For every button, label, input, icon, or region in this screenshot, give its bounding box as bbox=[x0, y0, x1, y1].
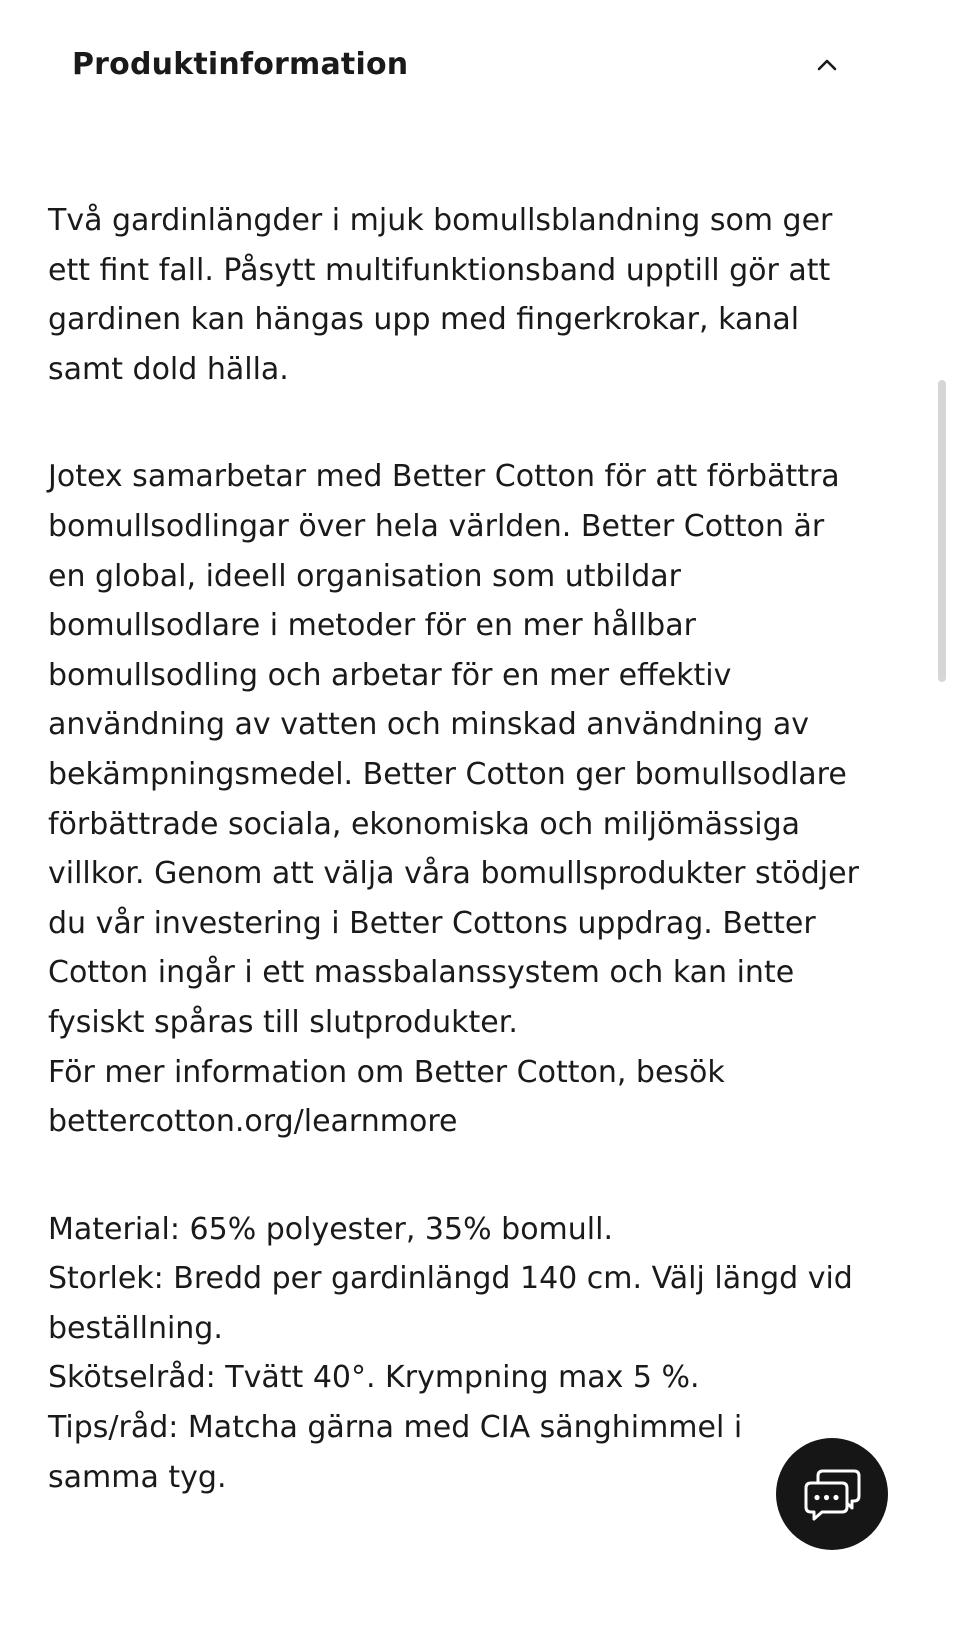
product-description bbox=[48, 196, 908, 1560]
text-line: fysiskt spåras till slutprodukter. bbox=[48, 1004, 518, 1040]
text-line: För mer information om Better Cotton, besök bbox=[48, 1054, 725, 1090]
text-line: förbättrade sociala, ekonomiska och miljömässiga bbox=[48, 806, 800, 842]
chevron-up-icon[interactable] bbox=[812, 50, 842, 80]
text-line: ett fint fall. Påsytt multifunktionsband upptill gör att bbox=[48, 252, 831, 288]
text-line: samt dold hälla. bbox=[48, 351, 289, 387]
tips-line: Tips/råd: Matcha gärna med CIA sänghimmel i bbox=[48, 1410, 743, 1446]
accordion-title: Produktinformation bbox=[72, 47, 409, 82]
specifications-paragraph bbox=[48, 1205, 908, 1503]
text-line: bomullsodling och arbetar för en mer effektiv bbox=[48, 657, 732, 693]
text-line: du vår investering i Better Cottons uppdrag. Better bbox=[48, 905, 816, 941]
text-line: en global, ideell organisation som utbildar bbox=[48, 558, 682, 594]
chat-bubbles-icon bbox=[802, 1466, 864, 1524]
chat-button[interactable] bbox=[776, 1438, 888, 1550]
text-line: bekämpningsmedel. Better Cotton ger bomullsodlare bbox=[48, 756, 847, 792]
care-line: Skötselråd: Tvätt 40°. Krympning max 5 %. bbox=[48, 1360, 700, 1396]
size-line-cont: beställning. bbox=[48, 1310, 223, 1346]
text-line: bomullsodlare i metoder för en mer hållbar bbox=[48, 608, 696, 644]
text-line: Cotton ingår i ett massbalanssystem och kan inte bbox=[48, 955, 795, 991]
text-line: Jotex samarbetar med Better Cotton för att förbättra bbox=[48, 459, 840, 495]
accordion-header[interactable] bbox=[0, 0, 960, 134]
text-line: villkor. Genom att välja våra bomullsprodukter stödjer bbox=[48, 856, 859, 892]
text-line: gardinen kan hängas upp med fingerkrokar, kanal bbox=[48, 302, 800, 338]
description-paragraph bbox=[48, 196, 908, 394]
text-line: Två gardinlängder i mjuk bomullsblandning som ger bbox=[48, 203, 833, 238]
text-line: användning av vatten och minskad användning av bbox=[48, 707, 809, 743]
sustainability-paragraph bbox=[48, 452, 908, 1146]
text-line: bomullsodlingar över hela världen. Better Cotton är bbox=[48, 508, 825, 544]
material-line: Material: 65% polyester, 35% bomull. bbox=[48, 1211, 613, 1247]
size-line: Storlek: Bredd per gardinlängd 140 cm. Välj längd vid bbox=[48, 1261, 853, 1297]
bettercotton-link: bettercotton.org/learnmore bbox=[48, 1104, 458, 1140]
tips-line-cont: samma tyg. bbox=[48, 1459, 227, 1495]
scrollbar[interactable] bbox=[938, 380, 946, 682]
